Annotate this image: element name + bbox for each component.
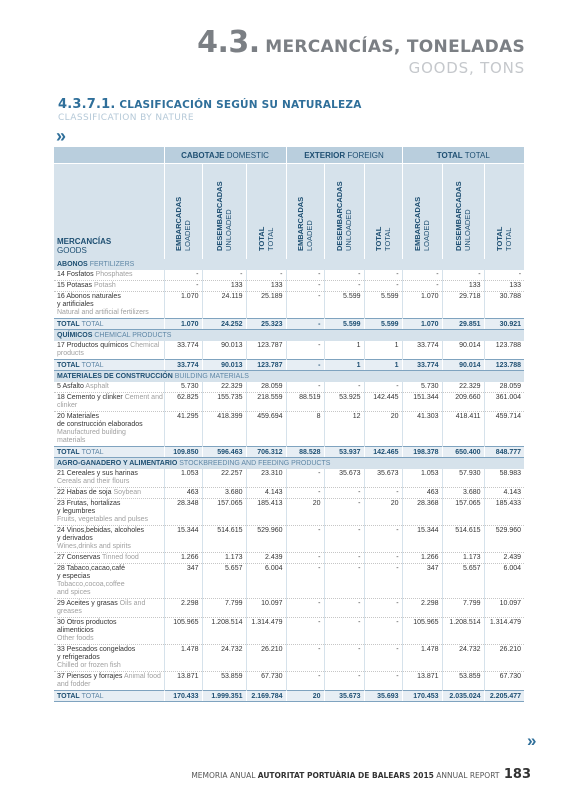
col-total: TOTAL TOTAL: [364, 164, 402, 260]
cell-value: -: [286, 292, 324, 319]
row-label: 16 Abonos naturales y artificiales Natural and artificial fertilizers: [54, 292, 164, 319]
row-label: 15 Potasas Potash: [54, 281, 164, 292]
cell-value: 155.735: [202, 393, 246, 412]
cell-value: -: [364, 382, 402, 393]
cell-value: -: [286, 599, 324, 618]
cell-value: 1.208.514: [202, 618, 246, 645]
row-label: 27 Conservas Tinned food: [54, 553, 164, 564]
cell-value: 123.787: [246, 341, 286, 360]
cell-value: 67.730: [484, 672, 524, 691]
cell-value: -: [324, 499, 364, 526]
table-row: [54, 488, 524, 499]
cell-value: 1.478: [402, 645, 442, 672]
table-row: [54, 618, 524, 645]
cell-value: 1.070: [164, 292, 202, 319]
cell-value: 67.730: [246, 672, 286, 691]
cell-value: 361.004: [484, 393, 524, 412]
row-label: 29 Aceites y grasas Oils and greases: [54, 599, 164, 618]
footer-report-label-en: ANNUAL REPORT: [436, 771, 500, 780]
total-value: 30.921: [484, 319, 524, 330]
footer-organization: AUTORITAT PORTUÀRIA DE BALEARS 2015: [257, 771, 434, 780]
total-value: 170.433: [164, 691, 202, 702]
cell-value: 15.344: [164, 526, 202, 553]
cell-value: 33.774: [164, 341, 202, 360]
cell-value: 185.433: [484, 499, 524, 526]
total-value: 1: [364, 360, 402, 371]
cell-value: -: [286, 281, 324, 292]
category-label: AGRO-GANADERO Y ALIMENTARIO STOCKBREEDING AND FEEDING PRODUCTS: [54, 458, 524, 470]
table-row: [54, 599, 524, 618]
cell-value: 13.871: [402, 672, 442, 691]
total-row: [54, 360, 524, 371]
total-value: -: [286, 319, 324, 330]
total-row: [54, 319, 524, 330]
total-row: [54, 691, 524, 702]
table-row: [54, 564, 524, 599]
total-value: 2.035.024: [442, 691, 484, 702]
cell-value: -: [286, 488, 324, 499]
cell-value: -: [286, 382, 324, 393]
cell-value: 15.344: [402, 526, 442, 553]
cell-value: 463: [164, 488, 202, 499]
total-value: 596.463: [202, 447, 246, 458]
cell-value: -: [324, 618, 364, 645]
cell-value: 29.718: [442, 292, 484, 319]
cell-value: 105.965: [164, 618, 202, 645]
footer-report-label: MEMORIA ANUAL: [191, 771, 256, 780]
table-body: [54, 259, 524, 702]
cell-value: -: [364, 270, 402, 281]
goods-table: [54, 147, 524, 702]
cell-value: 459.714: [484, 412, 524, 447]
cell-value: 41.295: [164, 412, 202, 447]
total-value: 706.312: [246, 447, 286, 458]
cell-value: 90.014: [442, 341, 484, 360]
cell-value: 459.694: [246, 412, 286, 447]
cell-value: -: [324, 382, 364, 393]
page-number: 183: [503, 767, 531, 782]
cell-value: 20: [286, 499, 324, 526]
category-row: [54, 330, 524, 342]
page-header: [197, 25, 525, 77]
row-label: 18 Cemento y clinker Cement and clinker: [54, 393, 164, 412]
cell-value: -: [364, 281, 402, 292]
cell-value: -: [402, 281, 442, 292]
cell-value: 7.799: [442, 599, 484, 618]
cell-value: -: [324, 672, 364, 691]
total-value: 1.999.351: [202, 691, 246, 702]
cell-value: -: [286, 469, 324, 488]
category-label: ABONOS FERTILIZERS: [54, 259, 524, 270]
total-value: 848.777: [484, 447, 524, 458]
cell-value: -: [364, 526, 402, 553]
total-label: TOTAL TOTAL: [54, 691, 164, 702]
cell-value: 185.413: [246, 499, 286, 526]
col-loaded: EMBARCADAS LOADED: [402, 164, 442, 260]
cell-value: -: [324, 281, 364, 292]
cell-value: 1.173: [202, 553, 246, 564]
category-row: [54, 259, 524, 270]
page-footer: [191, 767, 531, 782]
cell-value: 26.210: [246, 645, 286, 672]
cell-value: 133: [246, 281, 286, 292]
cell-value: 20: [364, 412, 402, 447]
cell-value: -: [246, 270, 286, 281]
cell-value: 2.439: [484, 553, 524, 564]
cell-value: 35.673: [364, 469, 402, 488]
table-row: [54, 393, 524, 412]
cell-value: 57.930: [442, 469, 484, 488]
cell-value: 24.732: [202, 645, 246, 672]
cell-value: 53.925: [324, 393, 364, 412]
cell-value: 514.615: [202, 526, 246, 553]
total-value: 5.599: [364, 319, 402, 330]
cell-value: 418.411: [442, 412, 484, 447]
cell-value: 529.960: [246, 526, 286, 553]
total-value: 142.465: [364, 447, 402, 458]
total-label: TOTAL TOTAL: [54, 447, 164, 458]
cell-value: -: [286, 526, 324, 553]
cell-value: -: [286, 270, 324, 281]
section-heading: [58, 97, 362, 123]
total-value: -: [286, 360, 324, 371]
cell-value: 28.059: [484, 382, 524, 393]
cell-value: 209.660: [442, 393, 484, 412]
category-row: [54, 371, 524, 383]
cell-value: -: [202, 270, 246, 281]
cell-value: 218.559: [246, 393, 286, 412]
cell-value: 28.059: [246, 382, 286, 393]
total-value: 170.453: [402, 691, 442, 702]
total-row: [54, 447, 524, 458]
cell-value: 6.004: [246, 564, 286, 599]
table-row: [54, 412, 524, 447]
cell-value: 5.730: [164, 382, 202, 393]
cell-value: 58.983: [484, 469, 524, 488]
total-value: 650.400: [442, 447, 484, 458]
cell-value: 347: [164, 564, 202, 599]
cell-value: 347: [402, 564, 442, 599]
cell-value: 4.143: [484, 488, 524, 499]
cell-value: -: [324, 270, 364, 281]
total-value: 5.599: [324, 319, 364, 330]
category-label: QUÍMICOS CHEMICAL PRODUCTS: [54, 330, 524, 342]
cell-value: 62.825: [164, 393, 202, 412]
cell-value: 157.065: [442, 499, 484, 526]
cell-value: 463: [402, 488, 442, 499]
cell-value: -: [364, 553, 402, 564]
table-row: [54, 672, 524, 691]
cell-value: -: [286, 618, 324, 645]
chevron-icon: »: [527, 731, 534, 750]
group-header-total: TOTAL TOTAL: [402, 147, 524, 164]
cell-value: 5.730: [402, 382, 442, 393]
cell-value: -: [324, 599, 364, 618]
cell-value: 1: [364, 341, 402, 360]
cell-value: 133: [484, 281, 524, 292]
cell-value: 1.208.514: [442, 618, 484, 645]
cell-value: 7.799: [202, 599, 246, 618]
cell-value: 28.348: [164, 499, 202, 526]
section-title: CLASIFICACIÓN SEGÚN SU NATURALEZA: [119, 99, 362, 111]
table-row: [54, 281, 524, 292]
cell-value: 1.314.479: [246, 618, 286, 645]
table-row: [54, 469, 524, 488]
cell-value: 24.119: [202, 292, 246, 319]
row-label: 21 Cereales y sus harinas Cereals and their flours: [54, 469, 164, 488]
cell-value: 105.965: [402, 618, 442, 645]
cell-value: 529.960: [484, 526, 524, 553]
cell-value: 30.788: [484, 292, 524, 319]
chapter-number: 4.3.: [197, 25, 260, 60]
table-row: [54, 645, 524, 672]
col-unloaded: DESEMBARCADAS UNLOADED: [324, 164, 364, 260]
cell-value: 22.329: [202, 382, 246, 393]
cell-value: 1.266: [164, 553, 202, 564]
col-loaded: EMBARCADAS LOADED: [286, 164, 324, 260]
col-total: TOTAL TOTAL: [484, 164, 524, 260]
cell-value: 20: [364, 499, 402, 526]
table-row: [54, 382, 524, 393]
total-value: 33.774: [164, 360, 202, 371]
cell-value: 41.303: [402, 412, 442, 447]
cell-value: 3.680: [202, 488, 246, 499]
row-label: 28 Tabaco,cacao,café y especias Tobacco,cocoa,coffee and spices: [54, 564, 164, 599]
total-value: 35.693: [364, 691, 402, 702]
cell-value: 133: [202, 281, 246, 292]
col-unloaded: DESEMBARCADAS UNLOADED: [202, 164, 246, 260]
cell-value: 33.774: [402, 341, 442, 360]
cell-value: -: [364, 488, 402, 499]
total-value: 25.323: [246, 319, 286, 330]
total-value: 1.070: [164, 319, 202, 330]
total-value: 20: [286, 691, 324, 702]
total-value: 2.169.784: [246, 691, 286, 702]
cell-value: 25.189: [246, 292, 286, 319]
col-unloaded: DESEMBARCADAS UNLOADED: [442, 164, 484, 260]
chapter-subtitle: GOODS, TONS: [408, 59, 525, 77]
total-value: 1.070: [402, 319, 442, 330]
cell-value: 23.310: [246, 469, 286, 488]
cell-value: -: [286, 341, 324, 360]
cell-value: 2.439: [246, 553, 286, 564]
chevron-icon: »: [56, 126, 64, 146]
cell-value: 418.399: [202, 412, 246, 447]
total-value: 35.673: [324, 691, 364, 702]
total-label: TOTAL TOTAL: [54, 319, 164, 330]
total-value: 198.378: [402, 447, 442, 458]
total-value: 24.252: [202, 319, 246, 330]
cell-value: 22.257: [202, 469, 246, 488]
cell-value: 2.298: [164, 599, 202, 618]
cell-value: 5.599: [324, 292, 364, 319]
cell-value: 1.478: [164, 645, 202, 672]
table-row: [54, 499, 524, 526]
cell-value: 10.097: [484, 599, 524, 618]
cell-value: 53.859: [202, 672, 246, 691]
cell-value: 514.615: [442, 526, 484, 553]
total-value: 33.774: [402, 360, 442, 371]
cell-value: 1.266: [402, 553, 442, 564]
category-row: [54, 458, 524, 470]
row-label: 23 Frutas, hortalizas y legumbres Fruits, vegetables and pulses: [54, 499, 164, 526]
cell-value: 1: [324, 341, 364, 360]
cell-value: 13.871: [164, 672, 202, 691]
table-row: [54, 526, 524, 553]
cell-value: 90.013: [202, 341, 246, 360]
cell-value: 5.657: [442, 564, 484, 599]
cell-value: 22.329: [442, 382, 484, 393]
cell-value: 3.680: [442, 488, 484, 499]
cell-value: -: [364, 618, 402, 645]
table-row: [54, 270, 524, 281]
cell-value: -: [164, 270, 202, 281]
cell-value: 1.070: [402, 292, 442, 319]
cell-value: 1.173: [442, 553, 484, 564]
chapter-title: [197, 25, 525, 60]
cell-value: 133: [442, 281, 484, 292]
section-number: 4.3.7.1.: [58, 97, 116, 112]
cell-value: -: [324, 526, 364, 553]
group-header-domestic: CABOTAJE DOMESTIC: [164, 147, 286, 164]
cell-value: -: [324, 564, 364, 599]
cell-value: 151.344: [402, 393, 442, 412]
col-loaded: EMBARCADAS LOADED: [164, 164, 202, 260]
cell-value: -: [286, 672, 324, 691]
total-value: 90.013: [202, 360, 246, 371]
cell-value: 35.673: [324, 469, 364, 488]
section-subtitle: CLASSIFICATION BY NATURE: [58, 113, 194, 123]
cell-value: -: [364, 564, 402, 599]
cell-value: 4.143: [246, 488, 286, 499]
goods-column-header: MERCANCÍAS GOODS: [54, 164, 164, 260]
total-value: 123.788: [484, 360, 524, 371]
cell-value: -: [442, 270, 484, 281]
cell-value: 1.053: [164, 469, 202, 488]
cell-value: 28.368: [402, 499, 442, 526]
cell-value: 142.445: [364, 393, 402, 412]
cell-value: -: [164, 281, 202, 292]
cell-value: 88.519: [286, 393, 324, 412]
cell-value: -: [364, 672, 402, 691]
col-total: TOTAL TOTAL: [246, 164, 286, 260]
total-value: 90.014: [442, 360, 484, 371]
row-label: 5 Asfalto Asphalt: [54, 382, 164, 393]
cell-value: 5.599: [364, 292, 402, 319]
table-row: [54, 553, 524, 564]
cell-value: -: [324, 553, 364, 564]
cell-value: -: [484, 270, 524, 281]
cell-value: -: [286, 564, 324, 599]
row-label: 17 Productos químicos Chemical products: [54, 341, 164, 360]
cell-value: -: [402, 270, 442, 281]
cell-value: 24.732: [442, 645, 484, 672]
row-label: 14 Fosfatos Phosphates: [54, 270, 164, 281]
row-label: 24 Vinos,bebidas, alcoholes y derivados Wines,drinks and spirits: [54, 526, 164, 553]
total-value: 2.205.477: [484, 691, 524, 702]
table-row: [54, 292, 524, 319]
cell-value: -: [286, 553, 324, 564]
cell-value: -: [324, 645, 364, 672]
total-value: 53.937: [324, 447, 364, 458]
cell-value: -: [286, 645, 324, 672]
total-value: 123.787: [246, 360, 286, 371]
cell-value: 26.210: [484, 645, 524, 672]
cell-value: 1.314.479: [484, 618, 524, 645]
row-label: 33 Pescados congelados y refrigerados Chilled or frozen fish: [54, 645, 164, 672]
cell-value: -: [324, 488, 364, 499]
cell-value: -: [364, 599, 402, 618]
total-value: 29.851: [442, 319, 484, 330]
cell-value: 2.298: [402, 599, 442, 618]
cell-value: -: [364, 645, 402, 672]
total-label: TOTAL TOTAL: [54, 360, 164, 371]
cell-value: 1.053: [402, 469, 442, 488]
cell-value: 12: [324, 412, 364, 447]
cell-value: 6.004: [484, 564, 524, 599]
total-value: 88.528: [286, 447, 324, 458]
row-label: 22 Habas de soja Soybean: [54, 488, 164, 499]
cell-value: 5.657: [202, 564, 246, 599]
cell-value: 8: [286, 412, 324, 447]
row-label: 30 Otros productos alimenticios Other foods: [54, 618, 164, 645]
total-value: 109.850: [164, 447, 202, 458]
row-label: 37 Piensos y forrajes Animal food and fodder: [54, 672, 164, 691]
cell-value: 10.097: [246, 599, 286, 618]
chapter-title-text: MERCANCÍAS, TONELADAS: [265, 37, 525, 57]
table-row: [54, 341, 524, 360]
group-header-foreign: EXTERIOR FOREIGN: [286, 147, 402, 164]
category-label: MATERIALES DE CONSTRUCCIÓN BUILDING MATERIALS: [54, 371, 524, 383]
cell-value: 123.788: [484, 341, 524, 360]
row-label: 20 Materiales de construcción elaborados Manufactured building materials: [54, 412, 164, 447]
cell-value: 157.065: [202, 499, 246, 526]
cell-value: 53.859: [442, 672, 484, 691]
total-value: 1: [324, 360, 364, 371]
